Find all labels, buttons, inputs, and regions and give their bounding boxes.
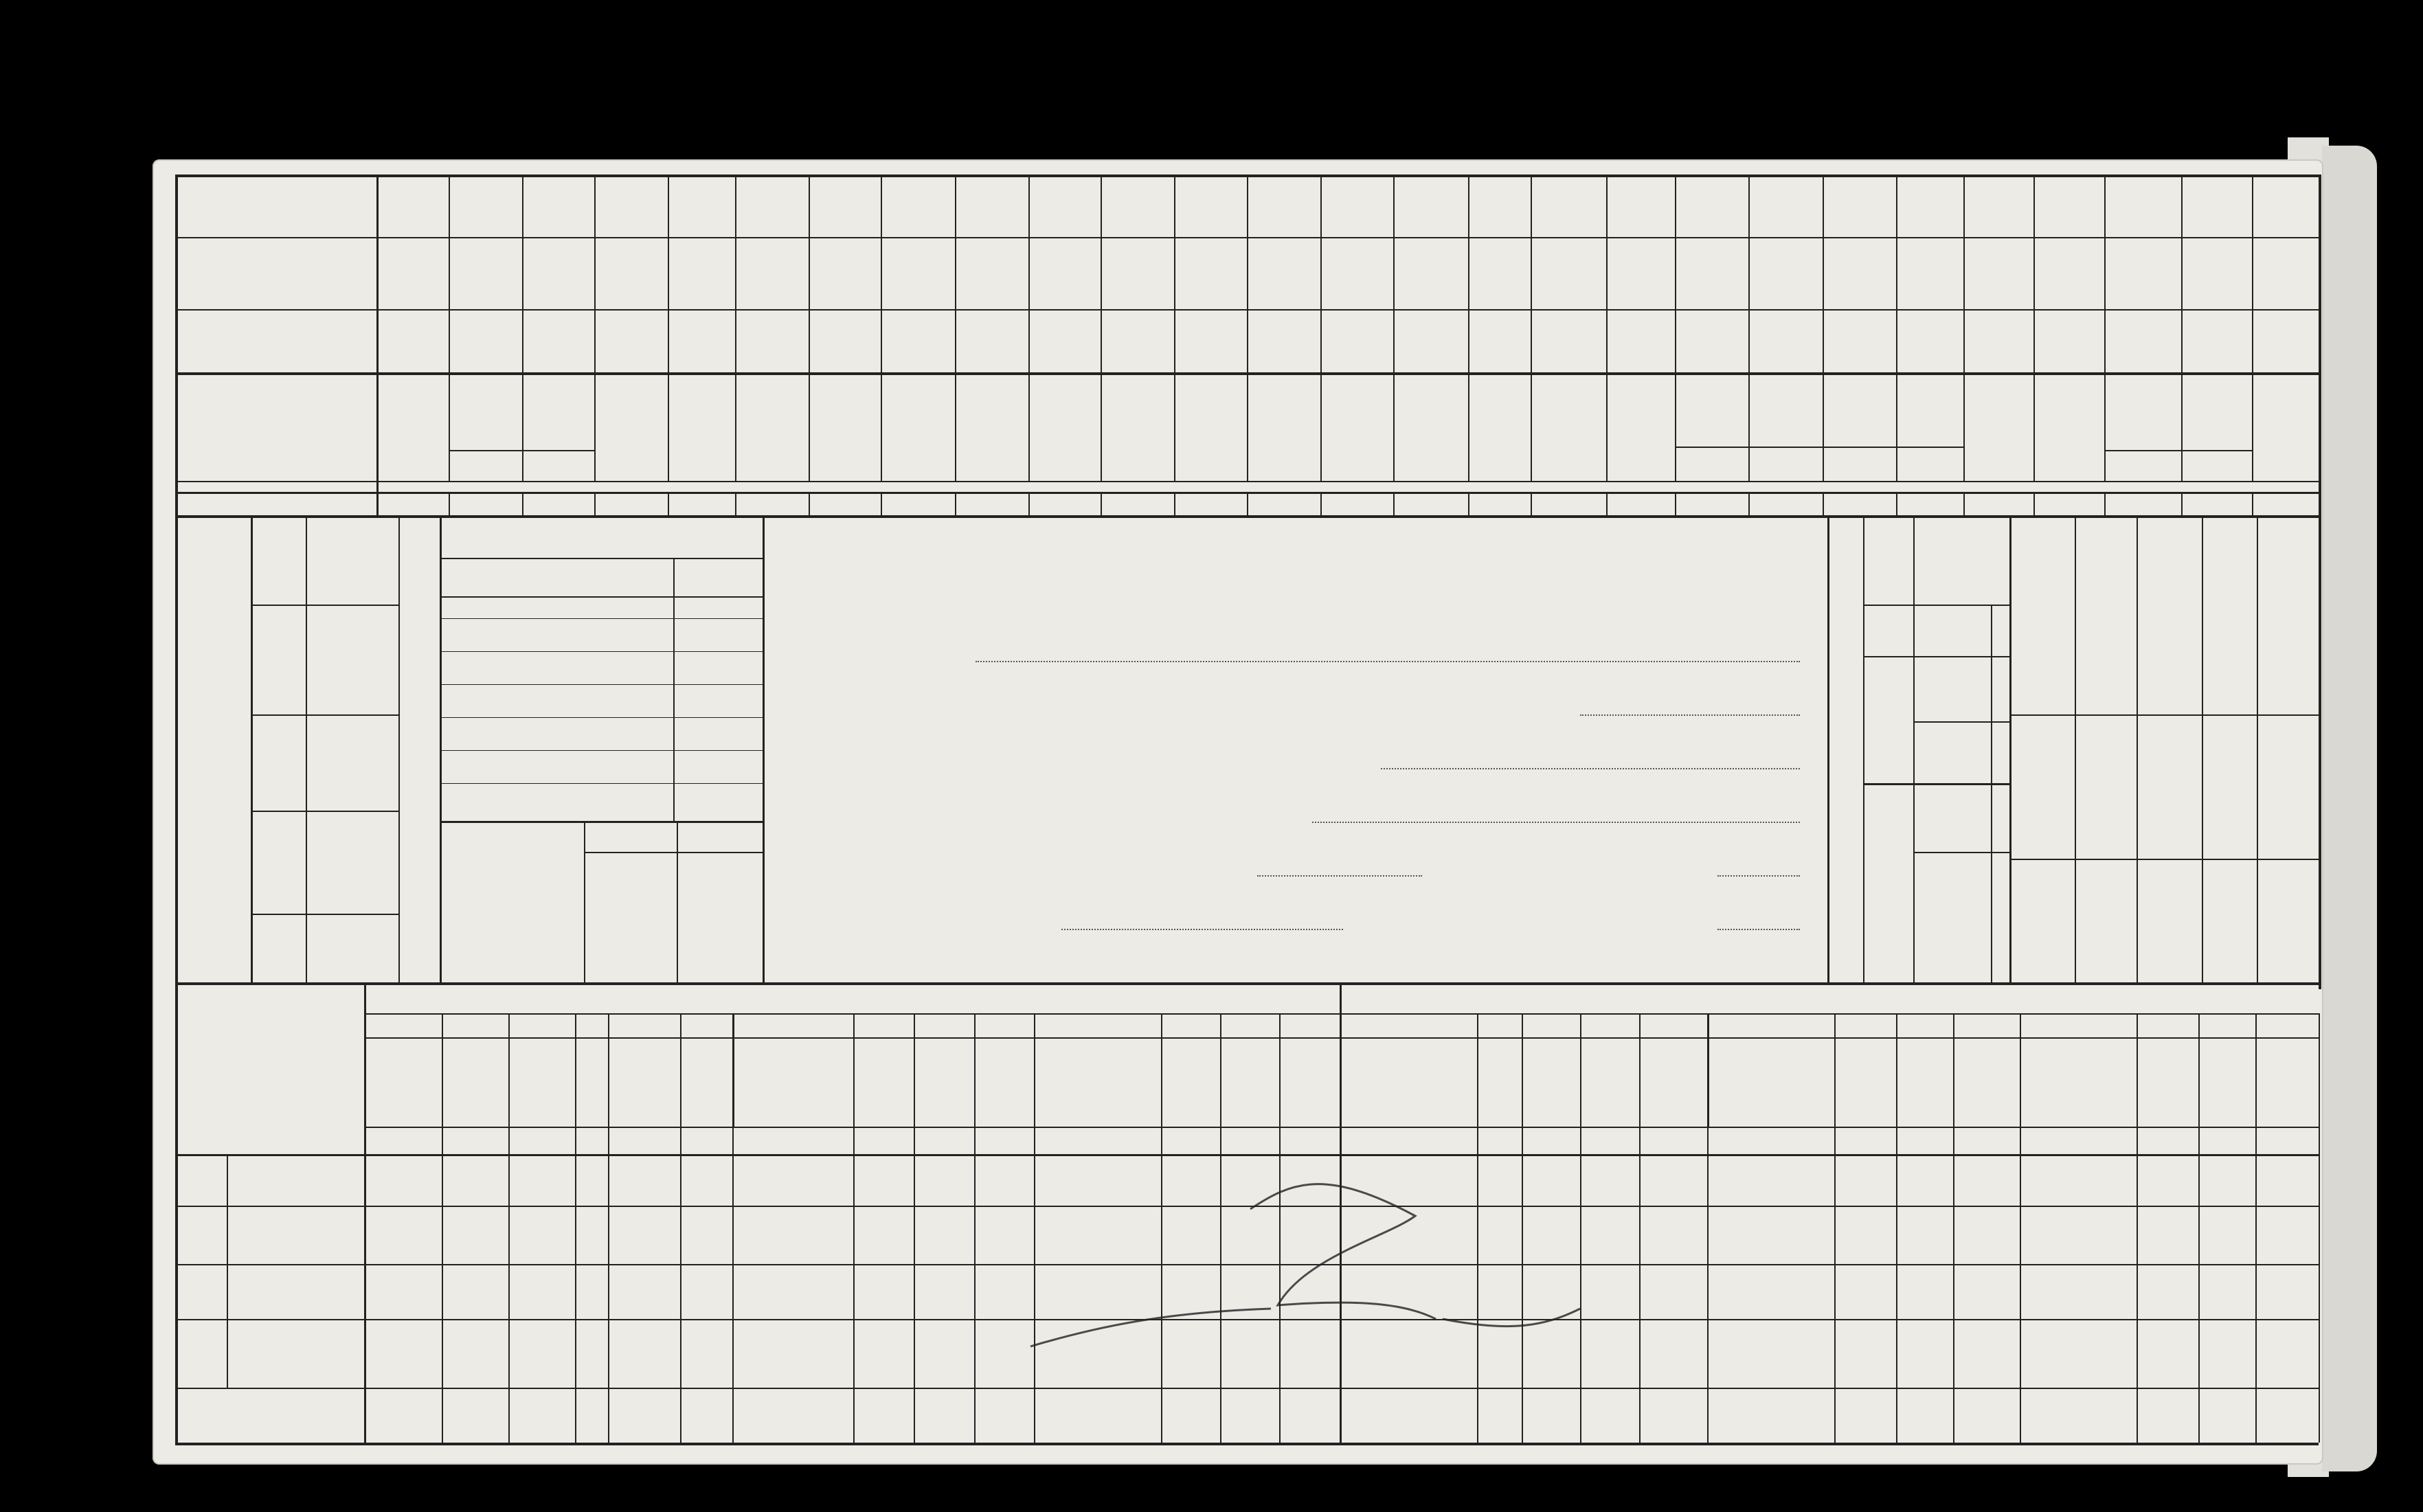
rule-line <box>1220 1013 1221 1443</box>
crop-col-label-97 <box>1836 383 1883 442</box>
rule-line <box>668 174 669 481</box>
crop-col-label-87 <box>1114 383 1161 473</box>
rule-line <box>449 174 450 481</box>
rule-line <box>251 515 253 982</box>
crop-col-label-102 <box>2194 383 2240 473</box>
rule-line <box>175 1206 2319 1207</box>
rule-line <box>677 821 678 982</box>
rule-line <box>594 492 596 515</box>
rule-line <box>1468 174 1469 481</box>
rule-line <box>449 450 594 451</box>
lease-col-za_dengi-17 <box>1596 1044 1623 1120</box>
rule-line <box>2252 492 2253 515</box>
private-block-left <box>763 515 765 982</box>
rule-line <box>1913 721 2009 723</box>
rule-line <box>251 605 398 606</box>
rule-line <box>2181 174 2183 481</box>
lease-col-kolichestvo-14 <box>1395 1044 1422 1120</box>
answer-line-market[interactable] <box>1061 929 1343 930</box>
rule-line <box>1675 492 1676 515</box>
rule-line <box>1279 1013 1281 1443</box>
rule-line <box>1991 605 1992 982</box>
rule-line <box>522 492 523 515</box>
rule-line <box>974 1013 976 1443</box>
rule-line <box>809 492 810 515</box>
rule-line <box>2181 492 2183 515</box>
rule-line <box>881 174 882 481</box>
rule-line <box>175 1154 364 1156</box>
crop-col-label-86 <box>1041 383 1088 473</box>
rule-line <box>1896 492 1897 515</box>
rule-line <box>914 1013 915 1443</box>
rule-line <box>1468 492 1469 515</box>
lease-col-srok-7 <box>870 1044 897 1120</box>
crop-col-label-81 <box>678 383 725 473</box>
rule-line <box>440 596 763 598</box>
rule-line <box>2319 174 2320 515</box>
crop-col-label-85 <box>969 383 1015 473</box>
rule-line <box>251 811 398 812</box>
rule-line <box>227 1154 228 1388</box>
lease-col-kolichestvo-19 <box>1757 1044 1785 1120</box>
rule-line <box>1101 174 1102 481</box>
crop-col-label-101 <box>2119 383 2166 473</box>
workers-col-label-130 <box>323 522 378 598</box>
rule-line <box>364 1013 365 1443</box>
rule-line <box>2137 515 2138 982</box>
rule-line <box>955 174 956 481</box>
rule-line <box>1863 656 2009 657</box>
rule-line <box>440 821 763 823</box>
rule-line <box>735 492 736 515</box>
lease-col-srok-24 <box>2154 1044 2181 1120</box>
workers-col-label-131 <box>323 611 378 708</box>
rule-line <box>575 1013 576 1443</box>
rule-line <box>2137 1013 2138 1443</box>
rule-line <box>1247 492 1248 515</box>
rule-line <box>2202 515 2203 982</box>
rule-line <box>440 558 763 559</box>
rule-line <box>1320 492 1322 515</box>
rule-line <box>680 1013 681 1443</box>
rule-line <box>1101 492 1102 515</box>
answer-line-village[interactable] <box>1257 875 1422 877</box>
rule-line <box>668 492 669 515</box>
workers-col-label-133 <box>323 817 378 907</box>
lease-col-pod_kakoy-3 <box>578 1044 605 1120</box>
rule-line <box>1340 982 1342 1443</box>
rule-line <box>1531 174 1532 481</box>
rule-line <box>440 750 763 751</box>
rule-line <box>2033 174 2035 481</box>
rule-line <box>440 651 763 652</box>
rule-line <box>1606 492 1608 515</box>
crop-col-label-89 <box>1261 383 1307 473</box>
crop-col-label-77 <box>390 383 436 473</box>
crop-col-label-83 <box>822 383 868 473</box>
lease-col-srok-11 <box>1177 1044 1204 1120</box>
rule-line <box>442 1013 443 1443</box>
answer-line-land-type[interactable] <box>1381 768 1800 769</box>
rule-line <box>1028 174 1030 481</box>
rule-line <box>584 852 763 853</box>
rule-line <box>2020 1013 2021 1127</box>
rule-line <box>1834 1013 1836 1443</box>
rule-line <box>1896 174 1897 481</box>
rule-line <box>608 1013 609 1443</box>
rule-line <box>853 1013 855 1443</box>
rule-line <box>522 174 523 481</box>
rule-line <box>955 492 956 515</box>
rule-line <box>440 618 763 619</box>
rule-line <box>440 515 442 982</box>
lease-col-srok-2 <box>528 1044 556 1120</box>
rule-line <box>1913 515 1915 982</box>
rule-line <box>1675 447 1963 448</box>
rule-line <box>1522 1013 1523 1443</box>
lease-col-pod_kakoy-16 <box>1537 1044 1565 1120</box>
rule-line <box>1161 1013 1162 1443</box>
rule-line <box>2009 515 2011 982</box>
rule-line <box>1827 515 1829 982</box>
rule-line <box>1823 174 1824 481</box>
crop-col-label-93 <box>1545 383 1592 473</box>
crop-col-label-92 <box>1476 383 1523 473</box>
rule-line <box>2257 515 2258 982</box>
rule-line <box>175 1388 2319 1389</box>
rule-line <box>175 1319 2319 1320</box>
rule-line <box>1393 174 1395 481</box>
rule-line <box>1174 492 1175 515</box>
rule-line <box>1748 492 1750 515</box>
answer-line-other-land[interactable] <box>1580 714 1800 716</box>
lease-table-top <box>175 982 2319 985</box>
answer-line-farming[interactable] <box>1312 822 1800 823</box>
rule-line <box>2009 859 2319 860</box>
rule-line <box>1393 492 1395 515</box>
rule-line <box>2319 1013 2320 1443</box>
rule-line <box>2104 492 2106 515</box>
crop-col-label-80 <box>608 383 655 473</box>
rule-line <box>2033 492 2035 515</box>
rule-line <box>1953 1013 1954 1443</box>
rule-line <box>376 492 378 515</box>
rule-line <box>440 684 763 685</box>
rule-line <box>1247 174 1248 481</box>
rule-line <box>594 174 596 481</box>
rule-line <box>398 515 400 982</box>
rule-line <box>1639 1013 1641 1443</box>
crop-col-label-88 <box>1187 383 1234 473</box>
rule-line <box>1477 1013 1478 1443</box>
rule-line <box>2255 1013 2257 1443</box>
crop-col-label-94 <box>1617 383 1664 473</box>
rule-line <box>440 717 763 718</box>
rule-line <box>175 481 2319 482</box>
rule-line <box>1320 174 1322 481</box>
rule-line <box>1707 1013 1709 1127</box>
rule-line <box>306 515 307 982</box>
lease-col-za_dengi-21 <box>1911 1044 1939 1120</box>
lease-col-srok-15 <box>1486 1044 1513 1120</box>
rule-line <box>1896 1013 1897 1443</box>
rule-line <box>673 558 675 821</box>
rule-line <box>1580 1013 1581 1443</box>
crop-col-label-96 <box>1762 383 1809 442</box>
page-edge-shadow <box>2322 146 2377 1471</box>
crop-col-label-103 <box>2262 383 2309 473</box>
answer-line-market-distance[interactable] <box>1717 929 1800 930</box>
rule-line <box>735 174 736 481</box>
lease-table-bottom <box>175 1443 2319 1445</box>
rule-line <box>1606 174 1608 481</box>
crop-col-label-91 <box>1408 383 1454 473</box>
rule-line <box>175 1264 2319 1265</box>
rule-line <box>809 174 810 481</box>
rule-line <box>508 1013 510 1443</box>
rule-line <box>251 515 763 517</box>
lease-col-kolichestvo-6 <box>779 1044 807 1120</box>
crop-col-label-98 <box>1906 383 1953 442</box>
rule-line <box>2252 174 2253 481</box>
lease-col-kolichestvo-23 <box>2064 1044 2092 1120</box>
census-card <box>153 159 2323 1465</box>
rule-line <box>1028 492 1030 515</box>
rule-line <box>1823 492 1824 515</box>
answer-line-owner[interactable] <box>976 661 1800 662</box>
crop-col-label-84 <box>894 383 941 473</box>
rule-line <box>1913 852 2009 853</box>
rule-line <box>251 714 398 716</box>
rule-line <box>1863 515 1864 982</box>
rule-line <box>584 821 585 982</box>
rule-line <box>1675 174 1676 481</box>
rule-line <box>881 492 882 515</box>
rule-line <box>2319 492 2320 515</box>
crop-col-label-95 <box>1689 383 1735 442</box>
card-left-border <box>175 174 178 1443</box>
rule-line <box>1863 605 2009 606</box>
rule-line <box>732 1013 734 1127</box>
rule-line <box>1034 1013 1035 1127</box>
crop-col-label-82 <box>749 383 796 473</box>
rule-line <box>449 492 450 515</box>
rule-line <box>251 914 398 915</box>
rule-line <box>1531 492 1532 515</box>
lease-col-kolichestvo-10 <box>1084 1044 1112 1120</box>
lease-col-za_dengi-8 <box>930 1044 958 1120</box>
lease-col-za_dengi-4 <box>631 1044 658 1120</box>
rule-line <box>2075 515 2076 982</box>
lease-col-za_dengi-12 <box>1236 1044 1263 1120</box>
rule-line <box>1748 174 1750 481</box>
crop-col-label-99 <box>1975 383 2022 473</box>
rule-line <box>440 783 763 784</box>
rule-line <box>1963 174 1965 481</box>
crop-col-label-90 <box>1333 383 1380 473</box>
rule-line <box>376 174 379 515</box>
lease-col-za_dengi-25 <box>2213 1044 2241 1120</box>
rule-line <box>1963 492 1965 515</box>
rule-line <box>2104 174 2106 481</box>
rule-line <box>2009 714 2319 716</box>
lease-col-kolichestvo-1 <box>462 1044 489 1120</box>
rule-line <box>1174 174 1175 481</box>
rule-line <box>2319 515 2320 982</box>
crop-col-label-100 <box>2046 383 2093 473</box>
lease-col-srok-20 <box>1851 1044 1879 1120</box>
rule-line <box>1863 783 2009 785</box>
rule-line <box>2198 1013 2200 1443</box>
workers-col-label-132 <box>323 721 378 804</box>
answer-line-village-distance[interactable] <box>1717 875 1800 877</box>
